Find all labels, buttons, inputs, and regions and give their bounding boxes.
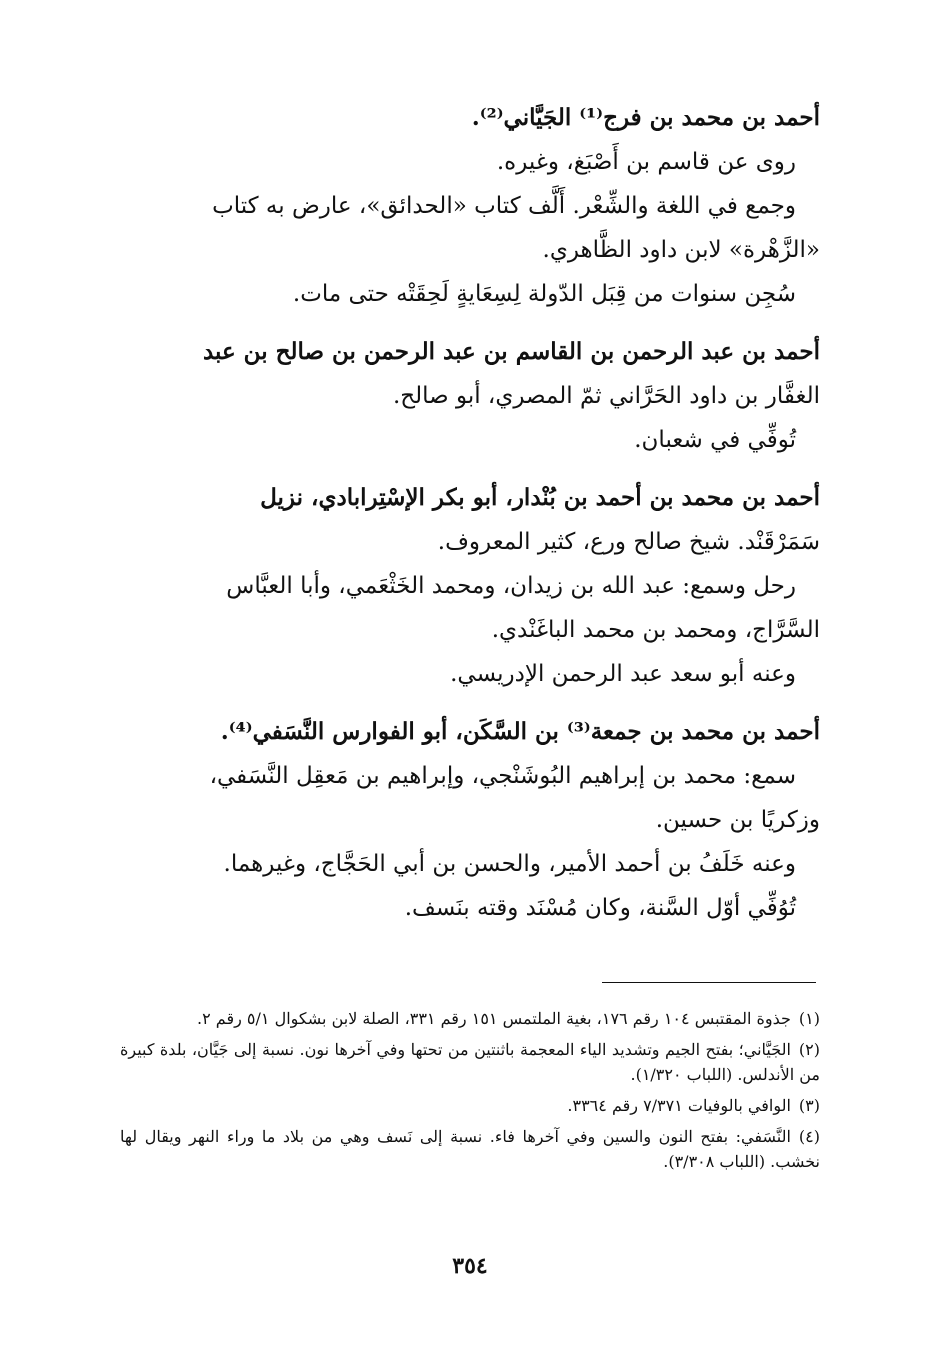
footnote-number: (٢) xyxy=(798,1040,820,1059)
biography-entry xyxy=(120,96,820,316)
footnote-number: (١) xyxy=(798,1009,820,1028)
footnote-text: جذوة المقتبس ١٠٤ رقم ١٧٦، بغية الملتمس ١٥١ رقم ٣٣١، الصلة لابن بشكوال ٥/١ رقم ٢. xyxy=(197,1009,791,1028)
footnotes xyxy=(120,1006,820,1180)
entry-line: سمع: محمد بن إبراهيم البُوشَنْجي، وإبراهيم بن مَعقِل النَّسَفي، xyxy=(209,763,796,789)
entry-line: وجمع في اللغة والشِّعْر. أَلَّف كتاب «الحدائق»، عارض به كتاب xyxy=(212,193,796,219)
entry-line: الغفَّار بن داود الحَرَّاني ثمّ المصري، أبو صالح. xyxy=(392,383,820,409)
biography-entry xyxy=(120,476,820,696)
footnote xyxy=(120,1037,820,1087)
entry-line: تُوُفِّي أوّل السَّنة، وكان مُسْنَد وقته بنَسف. xyxy=(404,895,796,921)
entry-line: سَمَرْقَنْد. شيخ صالح ورع، كثير المعروف. xyxy=(437,529,820,555)
footnote xyxy=(120,1093,820,1118)
entry-line: وعنه أبو سعد عبد الرحمن الإدريسي. xyxy=(450,661,796,687)
footnote-number: (٣) xyxy=(798,1096,820,1115)
footnote-number: (٤) xyxy=(798,1127,820,1146)
entry-line: السَّرَّاج، ومحمد بن محمد الباغَنْدي. xyxy=(491,617,820,643)
entry-line: سُجِن سنوات من قِبَل الدّولة لِسِعَايةٍ لَحِقَتْه حتى مات. xyxy=(292,281,796,307)
footnote-text: النَّسَفي: بفتح النون والسين وفي آخرها فاء. نسبة إلى نَسف وهي من بلاد ما وراء النهر ويقال لها نخشب. (اللباب ٣/٣٠٨). xyxy=(120,1127,820,1171)
biography-entry xyxy=(120,710,820,930)
entry-line: رحل وسمع: عبد الله بن زيدان، ومحمد الخَثْعَمي، وأبا العبَّاس xyxy=(226,573,796,599)
footnote-text: الوافي بالوفيات ٧/٣٧١ رقم ٣٣٦٤. xyxy=(567,1096,791,1115)
entry-heading: أحمد بن محمد بن أحمد بن بُنْدار، أبو بكر الإسْتِرابادي، نزيل xyxy=(260,484,820,511)
page-number: ٣٥٤ xyxy=(452,1253,488,1279)
footnote xyxy=(120,1124,820,1174)
footnote xyxy=(120,1006,820,1031)
footnote-separator xyxy=(602,982,816,983)
entry-heading: أحمد بن محمد بن جمعة⁽³⁾ بن السَّكَن، أبو الفوارس النَّسَفي⁽⁴⁾. xyxy=(220,718,820,745)
entry-line: وعنه خَلَفُ بن أحمد الأمير، والحسن بن أبي الحَجَّاج، وغيرهما. xyxy=(223,851,796,877)
footnote-text: الجَيَّاني؛ بفتح الجيم وتشديد الياء المعجمة باثنتين من تحتها وفي آخرها نون. نسبة إلى جَيَّان، بلدة كبيرة من الأندلس. (اللباب ١/٣٢٠). xyxy=(120,1040,820,1084)
entry-line: «الزَّهْرة» لابن داود الظَّاهري. xyxy=(542,237,820,263)
entry-line: وزكريًا بن حسين. xyxy=(655,807,820,833)
entry-line: روى عن قاسم بن أَصْبَغ، وغيره. xyxy=(496,149,796,175)
entry-line: تُوفِّي في شعبان. xyxy=(634,427,796,453)
main-text xyxy=(120,96,820,944)
entry-heading: أحمد بن محمد بن فرج⁽¹⁾ الجَيَّاني⁽²⁾. xyxy=(471,104,820,131)
biography-entry xyxy=(120,330,820,462)
entry-heading: أحمد بن عبد الرحمن بن القاسم بن عبد الرحمن بن صالح بن عبد xyxy=(202,338,820,365)
